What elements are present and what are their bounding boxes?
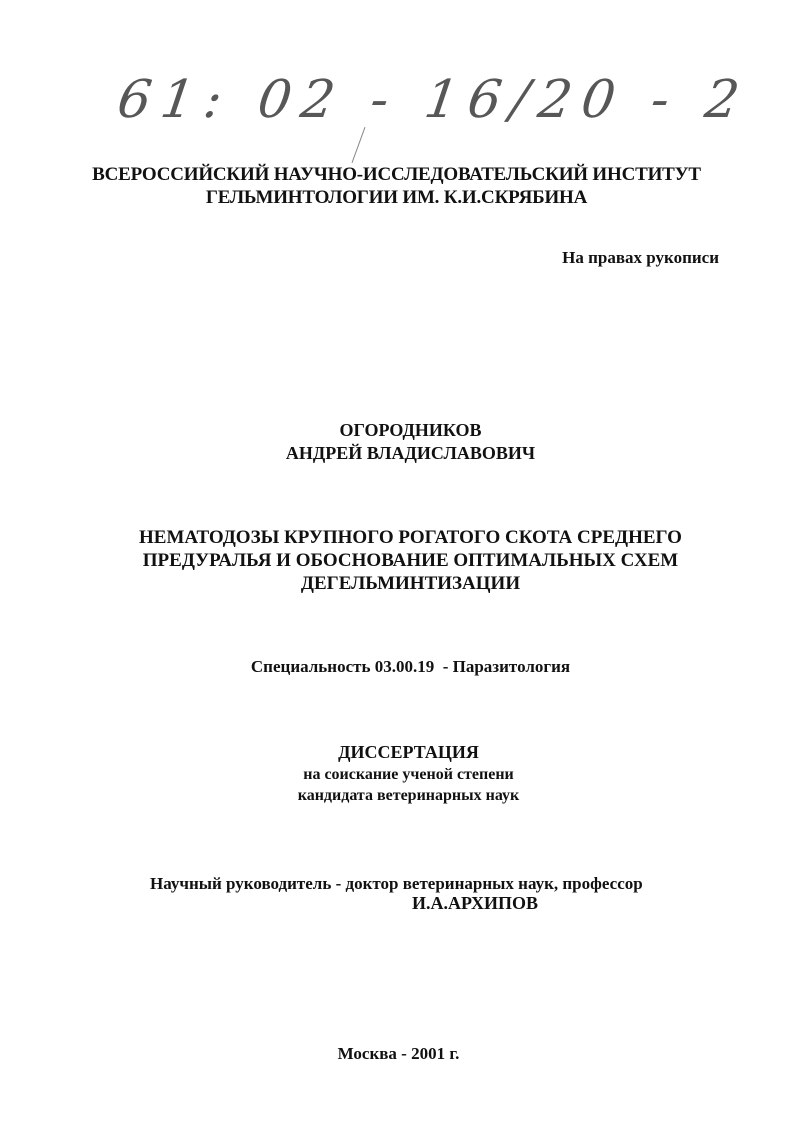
- institution-name: [0, 163, 793, 209]
- city-year: Москва - 2001 г.: [337, 1044, 460, 1063]
- specialty: Специальность 03.00.19 - Паразитология: [250, 657, 571, 676]
- title-line-2: ПРЕДУРАЛЬЯ И ОБОСНОВАНИЕ ОПТИМАЛЬНЫХ СХЕМ: [142, 550, 679, 571]
- dissertation-line-1: на соискание ученой степени: [303, 766, 514, 783]
- institution-line-2: ГЕЛЬМИНТОЛОГИИ ИМ. К.И.СКРЯБИНА: [205, 187, 588, 208]
- author-given-names: АНДРЕЙ ВЛАДИСЛАВОВИЧ: [285, 443, 536, 463]
- supervisor-name: И.А.АРХИПОВ: [412, 893, 539, 913]
- title-line-1: НЕМАТОДОЗЫ КРУПНОГО РОГАТОГО СКОТА СРЕДНЕГО: [139, 527, 682, 548]
- author-surname: ОГОРОДНИКОВ: [339, 420, 482, 440]
- supervisor-label: Научный руководитель - доктор ветеринарных наук, профессор: [150, 874, 643, 893]
- manuscript-rights-note: На правах рукописи: [562, 248, 719, 267]
- handwritten-stroke: [352, 127, 366, 163]
- title-line-3: ДЕГЕЛЬМИНТИЗАЦИИ: [300, 573, 521, 594]
- dissertation-line-2: кандидата ветеринарных наук: [297, 787, 520, 804]
- dissertation-type: [12, 741, 793, 806]
- institution-line-1: ВСЕРОССИЙСКИЙ НАУЧНО-ИССЛЕДОВАТЕЛЬСКИЙ ИНСТИТУТ: [92, 164, 701, 185]
- handwritten-archive-number: 61: 02 - 16/20 - 2: [113, 70, 753, 130]
- dissertation-heading: ДИССЕРТАЦИЯ: [338, 742, 479, 762]
- dissertation-title: [14, 526, 793, 595]
- author-name: [14, 419, 793, 465]
